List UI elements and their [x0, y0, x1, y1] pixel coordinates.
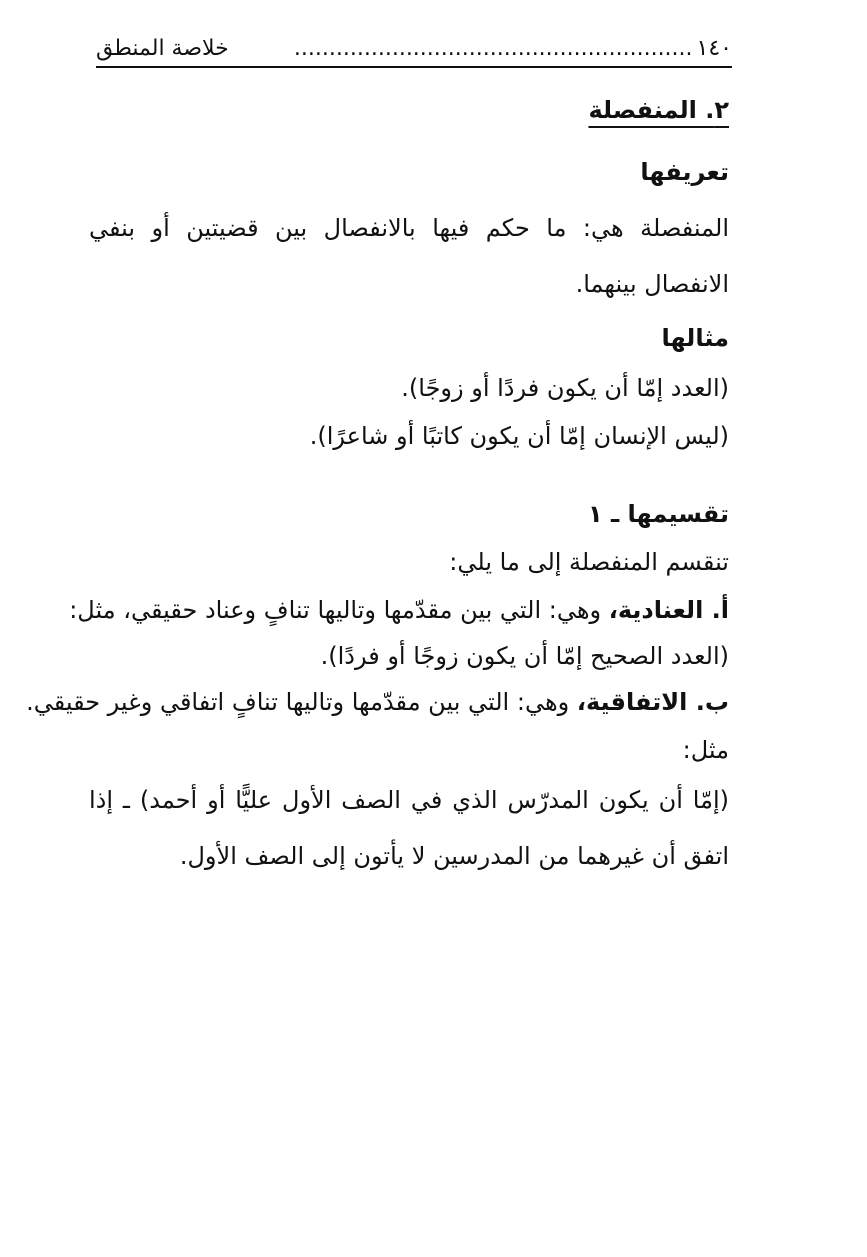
item-a-text: وهي: التي بين مقدّمها وتاليها تنافٍ وعناد حقيقي، مثل:: [69, 596, 609, 624]
definition-text: المنفصلة هي: ما حكم فيها بالانفصال بين قضيتين أو بنفي الانفصال بينهما.: [89, 214, 729, 298]
header-leader-dots: .........................................................: [293, 36, 693, 61]
item-a-label: أ. العنادية،: [608, 596, 729, 624]
item-a-line: [69, 596, 729, 624]
item-a-example: (العدد الصحيح إمّا أن يكون زوجًا أو فردًا).: [320, 642, 729, 670]
example-item-1: (العدد إمّا أن يكون فردًا أو زوجًا).: [401, 374, 729, 402]
examples-heading: مثالها: [661, 324, 729, 352]
page-number: ١٤٠: [696, 36, 732, 61]
item-b-example-label: مثل:: [682, 736, 729, 764]
division-intro: تنقسم المنفصلة إلى ما يلي:: [449, 548, 729, 576]
running-header: [96, 34, 732, 68]
section-title: ٢. المنفصلة: [588, 96, 729, 124]
division-heading: تقسيمها ـ ١: [587, 500, 729, 528]
item-b-example: (إمّا أن يكون المدرّس الذي في الصف الأول عليًّا أو أحمد) ـ إذا اتفق أن غيرهما من المدرسين لا يأتون إلى الصف الأول.: [89, 786, 729, 870]
definition-heading: تعريفها: [640, 158, 729, 186]
item-b-line: [26, 688, 729, 716]
example-item-2: (ليس الإنسان إمّا أن يكون كاتبًا أو شاعرًا).: [309, 422, 729, 450]
item-b-label: ب. الاتفاقية،: [576, 688, 729, 716]
item-b-text: وهي: التي بين مقدّمها وتاليها تنافٍ اتفاقي وغير حقيقي.: [26, 688, 577, 716]
book-title: خلاصة المنطق: [96, 36, 229, 61]
